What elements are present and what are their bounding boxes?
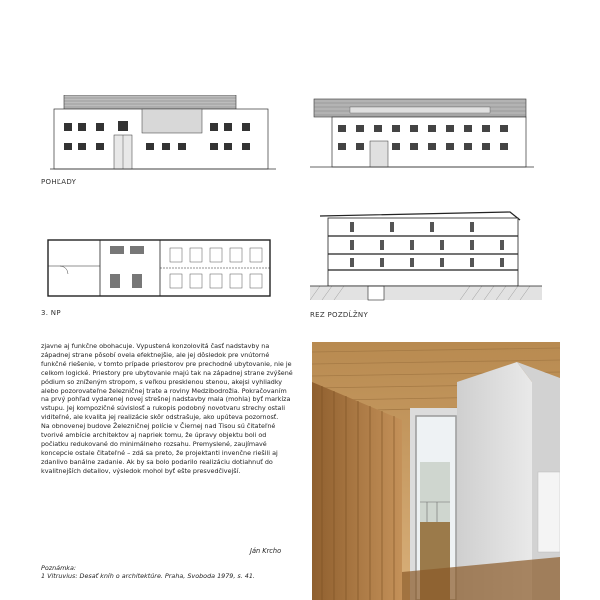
footnote-label: Poznámka: (41, 564, 77, 572)
caption-np: 3. NP (41, 309, 61, 317)
article-paragraph-2: Na obnovenej budove Železničnej polície v Čiernej nad Tisou sú čitateľné tvorivé ambície architektov aj napriek tomu, že úpravy objektu boli od počiatku redukované do minimálneho rozsahu. Premyslené, zaujímavé koncepcie ostale čitateľné – zdá sa preto, že projektanti invenčne riešili aj zdanlivo banálne zadanie. Ak by sa bolo podarilo realizáciu dotiahnuť do kvalitnejších detailov, výsledok mohol byť ešte presvedčivejší. (41, 422, 278, 475)
footnotes (41, 564, 301, 580)
caption-rez: REZ POZDĹŽNY (310, 311, 369, 319)
interior-photo (312, 342, 560, 600)
caption-pohlady: POHĽADY (41, 178, 77, 186)
article-body (41, 342, 293, 476)
article-paragraph-1: zjavne aj funkčne obohacuje. Vypustená konzolovitá časť nadstavby na západnej strane pôsobí ovela efektnejšie, ale jej dôsledok pre vnútorné funkčné riešenie, v tomto prípade priestorov pre prechodné ubytovanie, nie je celkom logické. Priestory pre ubytovanie majú tak na západnej strane zvýšené pódium so zníženým stropom, s veľkou presklenou stenou, akejsi vyhliadky alebo pozorovateľne železničnej trate a roviny Medzibodrožia. Pokračovaním na prvý pohľad vydarenej novej strešnej nadstavby mala (mohla) byť markíza vstupu. Jej kompozičné súvislosť a rukopis podobný novotvaru strechy ostali viditeľné, ale kvalita jej realizácie skôr odstrašuje, ako upúteva pozornosť. (41, 342, 293, 422)
section-drawing (310, 208, 545, 303)
author-signature: Ján Krcho (250, 547, 282, 555)
floor-plan-drawing (40, 236, 280, 301)
elevation-drawing-rear (310, 95, 540, 170)
elevation-drawing-front (50, 95, 280, 170)
footnote-text: 1 Vitruvius: Desať kníh o architektúre. Praha, Svoboda 1979, s. 41. (41, 572, 255, 580)
